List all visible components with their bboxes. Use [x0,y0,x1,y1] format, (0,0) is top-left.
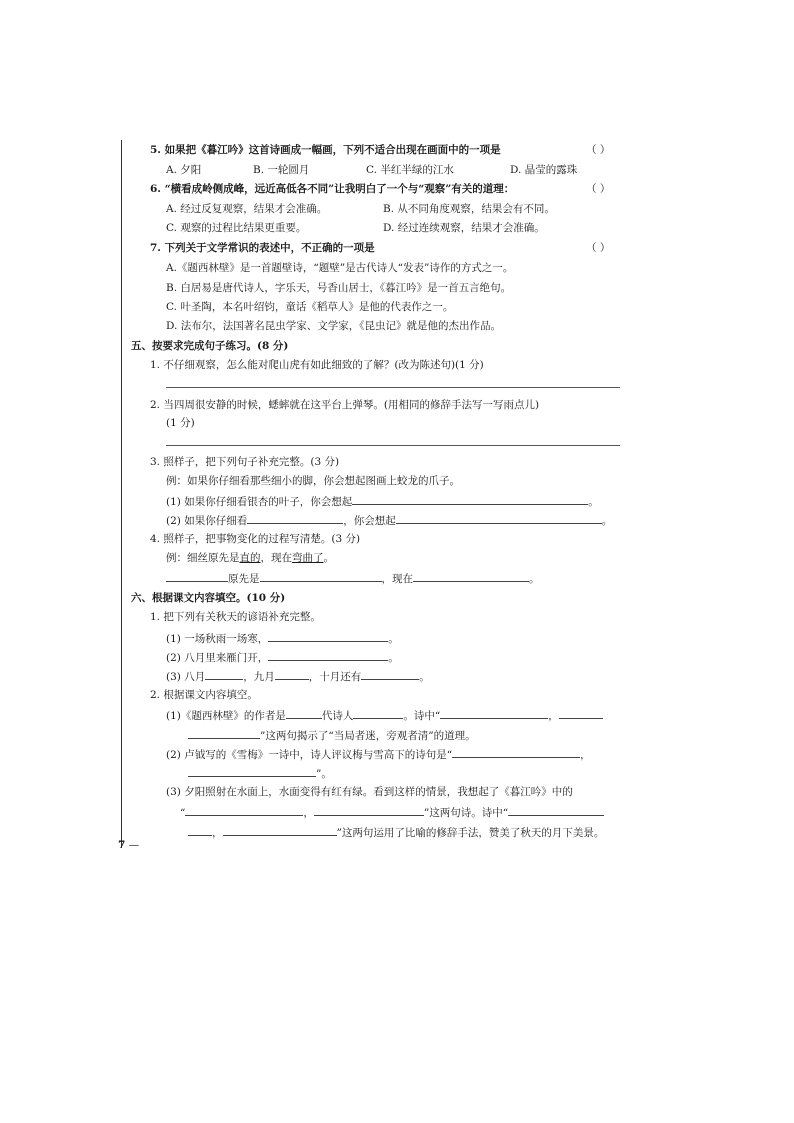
sec5-q4-fill-text-b: ，现在 [381,573,413,585]
sec6-q1-item3-text-a: (3) 八月 [166,671,206,683]
left-margin-rule [121,140,122,848]
sec6-q2-1-line1 [166,707,603,723]
sec6-q2-3-comma-2: ， [212,827,223,839]
sec5-q3-example: 例：如果你仔细看那些细小的脚，你会想起图画上蛟龙的爪子。 [166,475,460,487]
sec6-q2-3-open-quote: “ [180,807,186,819]
sec6-q1-item2-text: (2) 八月里来雁门开， [166,652,269,664]
q5-option-b: B. 一轮圆月 [253,164,310,176]
sec6-q2-title: 2. 根据课文内容填空。 [150,689,258,701]
sec6-q2-3-blank-2[interactable] [314,804,424,816]
sec5-q4-period: 。 [529,573,540,585]
sec6-q2-2-blank-1[interactable] [452,746,580,758]
sec6-q1-item2 [166,649,399,665]
q5-option-a: A. 夕阳 [166,164,202,176]
sec6-q1-item3-blank-3[interactable] [361,668,419,680]
sec6-q2-1-text-d: ”这两句揭示了“当局者迷，旁观者清”的道理。 [260,730,476,742]
sec5-q3-title: 3. 照样子，把下列句子补充完整。(3 分) [150,456,340,468]
sec6-q1-item1 [166,630,399,646]
section-6-title: 六、根据课文内容填空。(10 分) [131,592,286,604]
sec5-q3-item1-period: 。 [588,496,599,508]
sec6-q2-1-blank-2[interactable] [353,707,403,719]
sec5-q1-answer-line[interactable] [166,387,620,388]
sec5-q3-item2-text-a: (2) 如果你仔细看 [166,515,248,527]
q6-answer-paren[interactable]: （ ） [586,183,611,195]
sec6-q2-1-comma: ， [548,710,559,722]
q5-option-c: C. 半红半绿的江水 [366,164,454,176]
sec5-q4-blank-1[interactable] [166,570,228,582]
sec6-q2-3-blank-4[interactable] [188,824,212,836]
sec5-q3-item2-period: 。 [601,515,613,527]
sec5-q4-example-word-1: 直的 [239,552,261,564]
sec5-q4-blank-2[interactable] [260,570,382,582]
sec6-q2-2-line2 [188,765,332,781]
page-number: 7 [118,839,126,851]
sec6-q2-3-blank-3[interactable] [508,804,604,816]
q7-option-d: D. 法布尔，法国著名昆虫学家、文学家，《昆虫记》就是他的杰出作品。 [166,320,501,332]
sec6-q2-2-blank-2[interactable] [188,765,316,777]
q6-option-d: D. 经过连续观察，结果才会准确。 [383,222,545,234]
sec5-q4-fill [166,570,540,586]
q7-option-c: C. 叶圣陶，本名叶绍钧，童话《稻草人》是他的代表作之一。 [166,301,454,313]
sec5-q4-example-text-b: ，现在 [260,552,292,564]
sec5-q3-item1 [166,493,599,509]
sec5-q2-line2: (1 分) [166,417,195,429]
sec5-q4-title: 4. 照样子，把事物变化的过程写清楚。(3 分) [150,533,361,545]
q5-option-d: D. 晶莹的露珠 [510,164,578,176]
sec6-q1-item3-blank-2[interactable] [275,668,309,680]
sec5-q4-example-text-c: 。 [323,552,334,564]
sec6-q1-item3-text-b: ，九月 [243,671,275,683]
sec6-q2-2-end: ”。 [316,768,332,780]
sec6-q2-1-blank-3[interactable] [440,707,548,719]
sec6-q1-title: 1. 把下列有关秋天的谚语补充完整。 [150,611,321,623]
sec6-q2-1-blank-4[interactable] [559,707,603,719]
sec6-q2-3-line2 [180,804,604,820]
q7-stem: 7. 下列关于文学常识的表述中，不正确的一项是 [150,242,375,254]
sec6-q1-item3-text-c: ，十月还有 [308,671,362,683]
sec6-q1-item1-blank[interactable] [268,630,388,642]
q5-stem: 5. 如果把《暮江吟》这首诗画成一幅画，下列不适合出现在画面中的一项是 [150,144,501,156]
q6-option-a: A. 经过反复观察，结果才会准确。 [166,203,328,215]
q7-option-b: B. 白居易是唐代诗人，字乐天，号香山居士，《暮江吟》是一首五言绝句。 [166,282,512,294]
sec6-q1-item2-blank[interactable] [268,649,388,661]
sec6-q2-2-comma: ， [580,749,591,761]
sec5-q3-item2-text-b: ，你会想起 [343,515,396,527]
sec5-q1: 1. 不仔细观察，怎么能对爬山虎有如此细致的了解？(改为陈述句)(1 分) [150,359,484,371]
sec6-q2-1-blank-5[interactable] [188,727,260,739]
q5-answer-paren[interactable]: （ ） [586,144,611,156]
page-footer [118,838,139,852]
sec6-q2-1-text-a: (1)《题西林壁》的作者是 [166,710,286,722]
sec6-q2-3-blank-1[interactable] [185,804,303,816]
sec6-q2-3-line1: (3) 夕阳照射在水面上，水面变得有红有绿。看到这样的情景，我想起了《暮江吟》中的 [166,786,573,798]
sec5-q3-item1-blank[interactable] [352,493,588,505]
sec6-q2-3-line3 [188,824,604,840]
sec6-q2-3-comma-1: ， [303,807,314,819]
sec6-q2-1-line2 [188,727,476,743]
q6-stem: 6. “横看成岭侧成峰，远近高低各不同”让我明白了一个与“观察”有关的道理： [150,183,515,195]
q7-option-a: A.《题西林壁》是一首题壁诗，“题壁”是古代诗人“发表”诗作的方式之一。 [166,262,514,274]
sec5-q3-item2-blank-2[interactable] [396,512,602,524]
sec5-q2-line1: 2. 当四周很安静的时候，蟋蟀就在这平台上弹琴。(用相同的修辞手法写一写雨点儿) [150,399,540,411]
sec6-q1-item3 [166,668,430,684]
sec6-q2-3-text-b: ”这两句诗。诗中“ [423,807,509,819]
sec5-q4-example [166,551,334,565]
sec5-q3-item2-blank-1[interactable] [247,512,343,524]
sec5-q4-fill-text-a: 原先是 [228,573,260,585]
sec6-q2-2-line1 [166,746,591,762]
sec6-q2-1-text-c: 。诗中“ [403,710,441,722]
sec5-q4-example-text-a: 例：细丝原先是 [166,552,240,564]
section-5-title: 五、按要求完成句子练习。(8 分) [131,340,289,352]
sec6-q1-item2-period: 。 [388,652,399,664]
footer-dash: — [128,839,140,851]
sec5-q3-item2 [166,512,612,528]
sec6-q1-item3-blank-1[interactable] [205,668,243,680]
sec6-q1-item1-period: 。 [388,633,399,645]
sec5-q3-item1-text: (1) 如果你仔细看银杏的叶子，你会想起 [166,496,353,508]
sec5-q2-answer-line[interactable] [166,445,620,446]
sec5-q4-blank-3[interactable] [413,570,529,582]
sec5-q4-example-word-2: 弯曲了 [292,552,324,564]
sec6-q2-3-text-c: ”这两句运用了比喻的修辞手法，赞美了秋天的月下美景。 [336,827,605,839]
q7-answer-paren[interactable]: （ ） [586,242,611,254]
sec6-q1-item1-text: (1) 一场秋雨一场寒， [166,633,269,645]
sec6-q2-1-blank-1[interactable] [286,707,322,719]
sec6-q2-2-text-a: (2) 卢钺写的《雪梅》一诗中，诗人评议梅与雪高下的诗句是“ [166,749,453,761]
sec6-q2-1-text-b: 代诗人 [321,710,354,722]
q6-option-b: B. 从不同角度观察，结果会有不同。 [383,203,555,215]
q6-option-c: C. 观察的过程比结果更重要。 [166,222,307,234]
sec6-q2-3-blank-5[interactable] [223,824,337,836]
sec6-q1-item3-period: 。 [419,671,430,683]
